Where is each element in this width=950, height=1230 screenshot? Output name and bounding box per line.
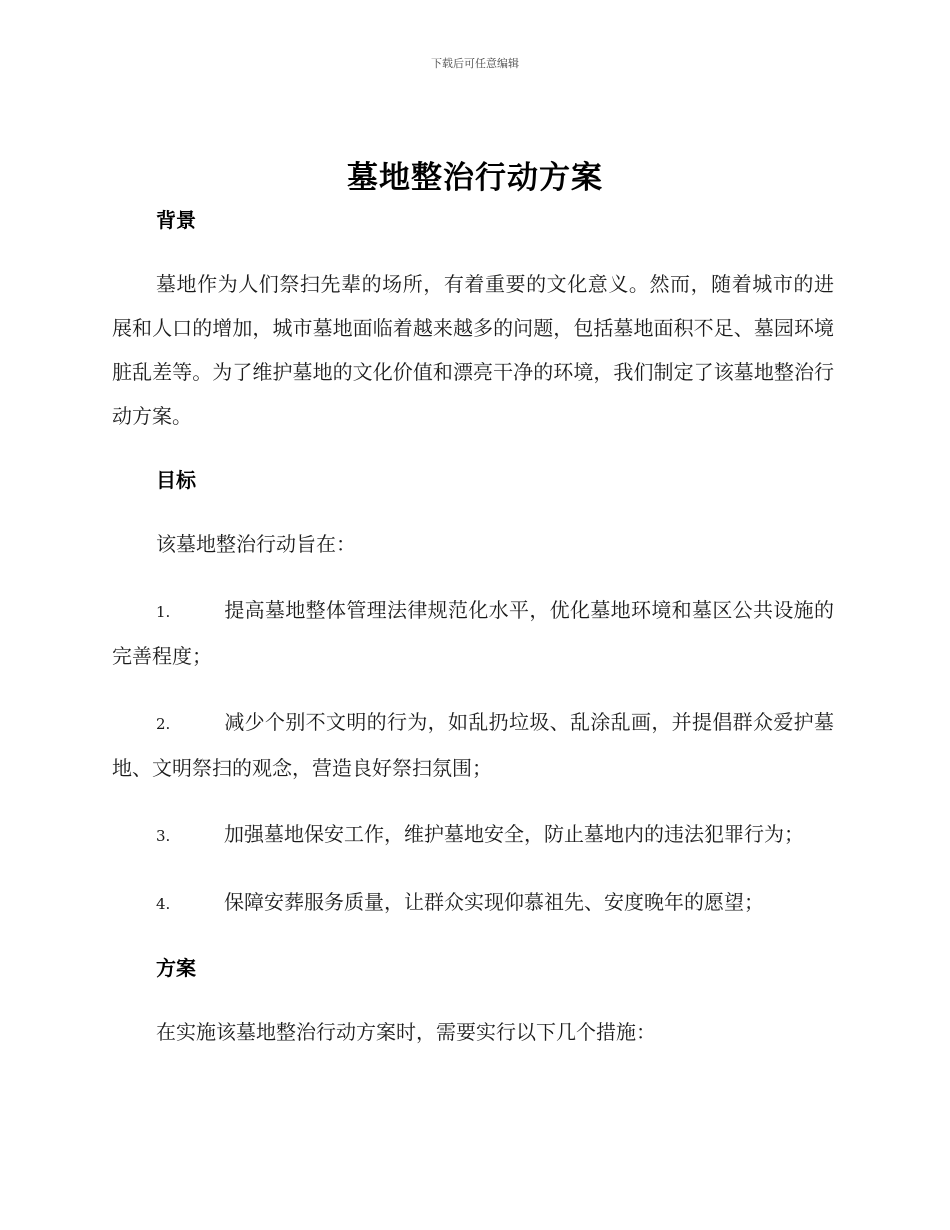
list-item	[112, 588, 834, 678]
section-heading-plan: 方案	[156, 956, 196, 980]
list-text: 加强墓地保安工作，维护墓地安全，防止墓地内的违法犯罪行为；	[224, 822, 804, 846]
header-note: 下载后可任意编辑	[431, 57, 519, 70]
list-text: 提高墓地整体管理法律规范化水平，优化墓地环境和墓区公共设施的完善程度；	[112, 598, 834, 668]
goals-intro: 该墓地整治行动旨在：	[156, 532, 356, 556]
list-number: 3.	[156, 827, 171, 845]
list-number: 1.	[156, 603, 171, 621]
section-heading-background: 背景	[156, 208, 196, 232]
page-title: 墓地整治行动方案	[347, 160, 603, 196]
list-item	[112, 700, 834, 790]
section-heading-goals: 目标	[156, 468, 196, 492]
list-number: 2.	[156, 715, 171, 733]
plan-intro: 在实施该墓地整治行动方案时，需要实行以下几个措施：	[156, 1020, 656, 1044]
list-item	[112, 880, 834, 926]
background-paragraph: 墓地作为人们祭扫先辈的场所，有着重要的文化意义。然而，随着城市的进展和人口的增加，城市墓地面临着越来越多的问题，包括墓地面积不足、墓园环境脏乱差等。为了维护墓地的文化价值和漂亮干净的环境，我们制定了该墓地整治行动方案。	[112, 272, 834, 428]
list-text: 保障安葬服务质量，让群众实现仰慕祖先、安度晚年的愿望；	[224, 890, 764, 914]
document-body	[112, 200, 834, 1054]
list-number: 4.	[156, 895, 171, 913]
list-item	[112, 812, 834, 858]
list-text: 减少个别不文明的行为，如乱扔垃圾、乱涂乱画，并提倡群众爱护墓地、文明祭扫的观念，营造良好祭扫氛围；	[112, 710, 834, 780]
